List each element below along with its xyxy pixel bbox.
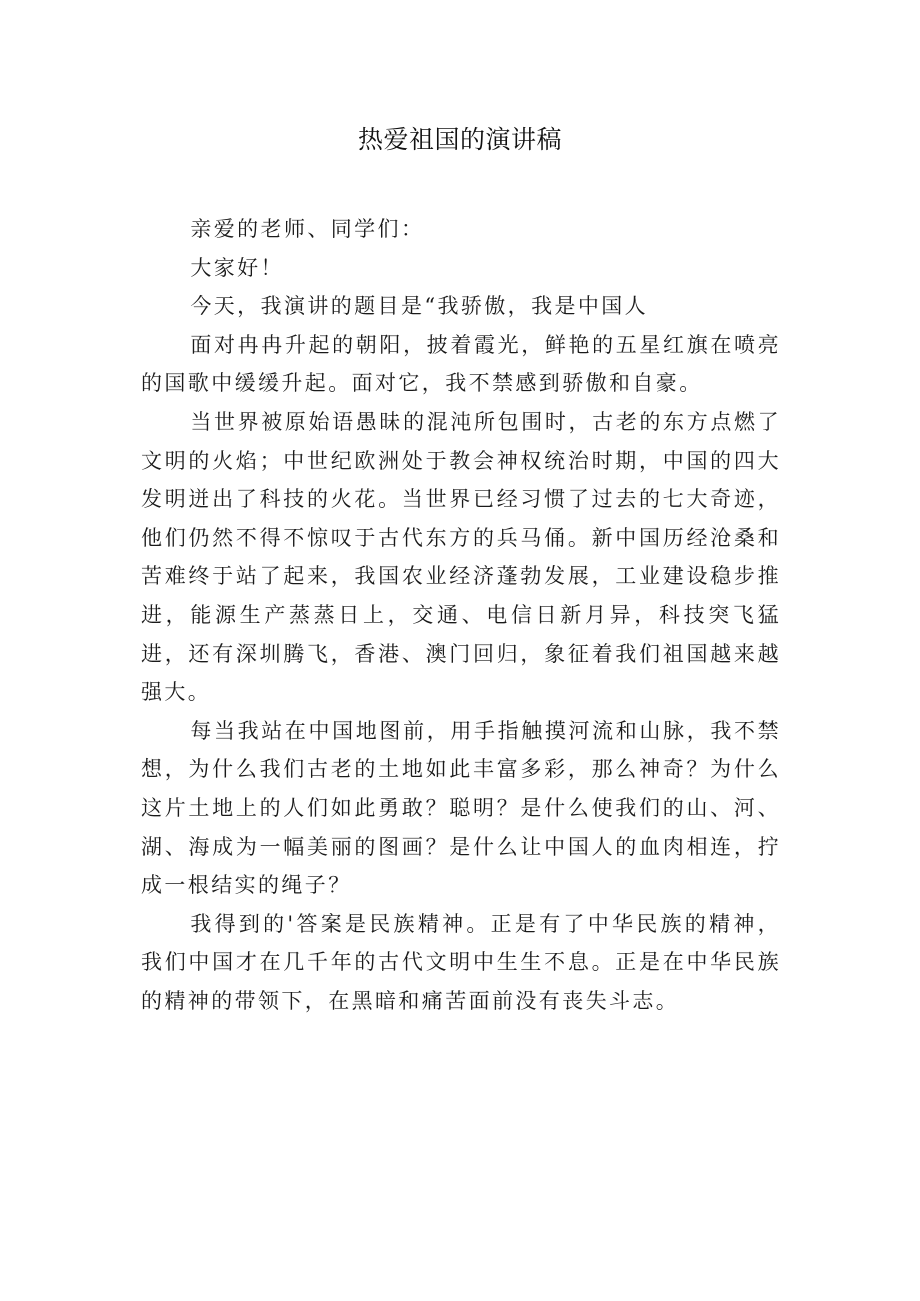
paragraph-salutation: 亲爱的老师、同学们： bbox=[190, 217, 425, 241]
paragraph-history: 当世界被原始语愚昧的混沌所包围时，古老的东方点燃了文明的火焰；中世纪欧洲处于教会神权统治时期，中国的四大发明迸出了科技的火花。当世界已经习惯了过去的七大奇迹，他们仍然不得不惊叹于古代东方的兵马俑。新中国历经沧桑和苦难终于站了起来，我国农业经济蓬勃发展，工业建设稳步推进，能源生产蒸蒸日上，交通、电信日新月异，科技突飞猛进，还有深圳腾飞，香港、澳门回归，象征着我们祖国越来越强大。 bbox=[141, 409, 781, 705]
document-body bbox=[141, 210, 781, 1020]
paragraph-topic: 今天，我演讲的题目是“我骄傲，我是中国人 bbox=[190, 294, 649, 319]
paragraph-map: 每当我站在中国地图前，用手指触摸河流和山脉，我不禁想，为什么我们古老的土地如此丰富多彩，那么神奇？为什么这片土地上的人们如此勇敢？聪明？是什么使我们的山、河、湖、海成为一幅美丽的图画？是什么让中国人的血肉相连，拧成一根结实的绳子？ bbox=[141, 718, 781, 898]
paragraph-flag: 面对冉冉升起的朝阳，披着霞光，鲜艳的五星红旗在喷亮的国歌中缓缓升起。面对它，我不禁感到骄傲和自豪。 bbox=[141, 332, 781, 396]
paragraph-spirit: 我得到的'答案是民族精神。正是有了中华民族的精神，我们中国才在几千年的古代文明中生生不息。正是在中华民族的精神的带领下，在黑暗和痛苦面前没有丧失斗志。 bbox=[141, 911, 781, 1013]
paragraph-greeting: 大家好！ bbox=[190, 255, 284, 280]
document-title: 热爱祖国的演讲稿 bbox=[357, 125, 562, 154]
